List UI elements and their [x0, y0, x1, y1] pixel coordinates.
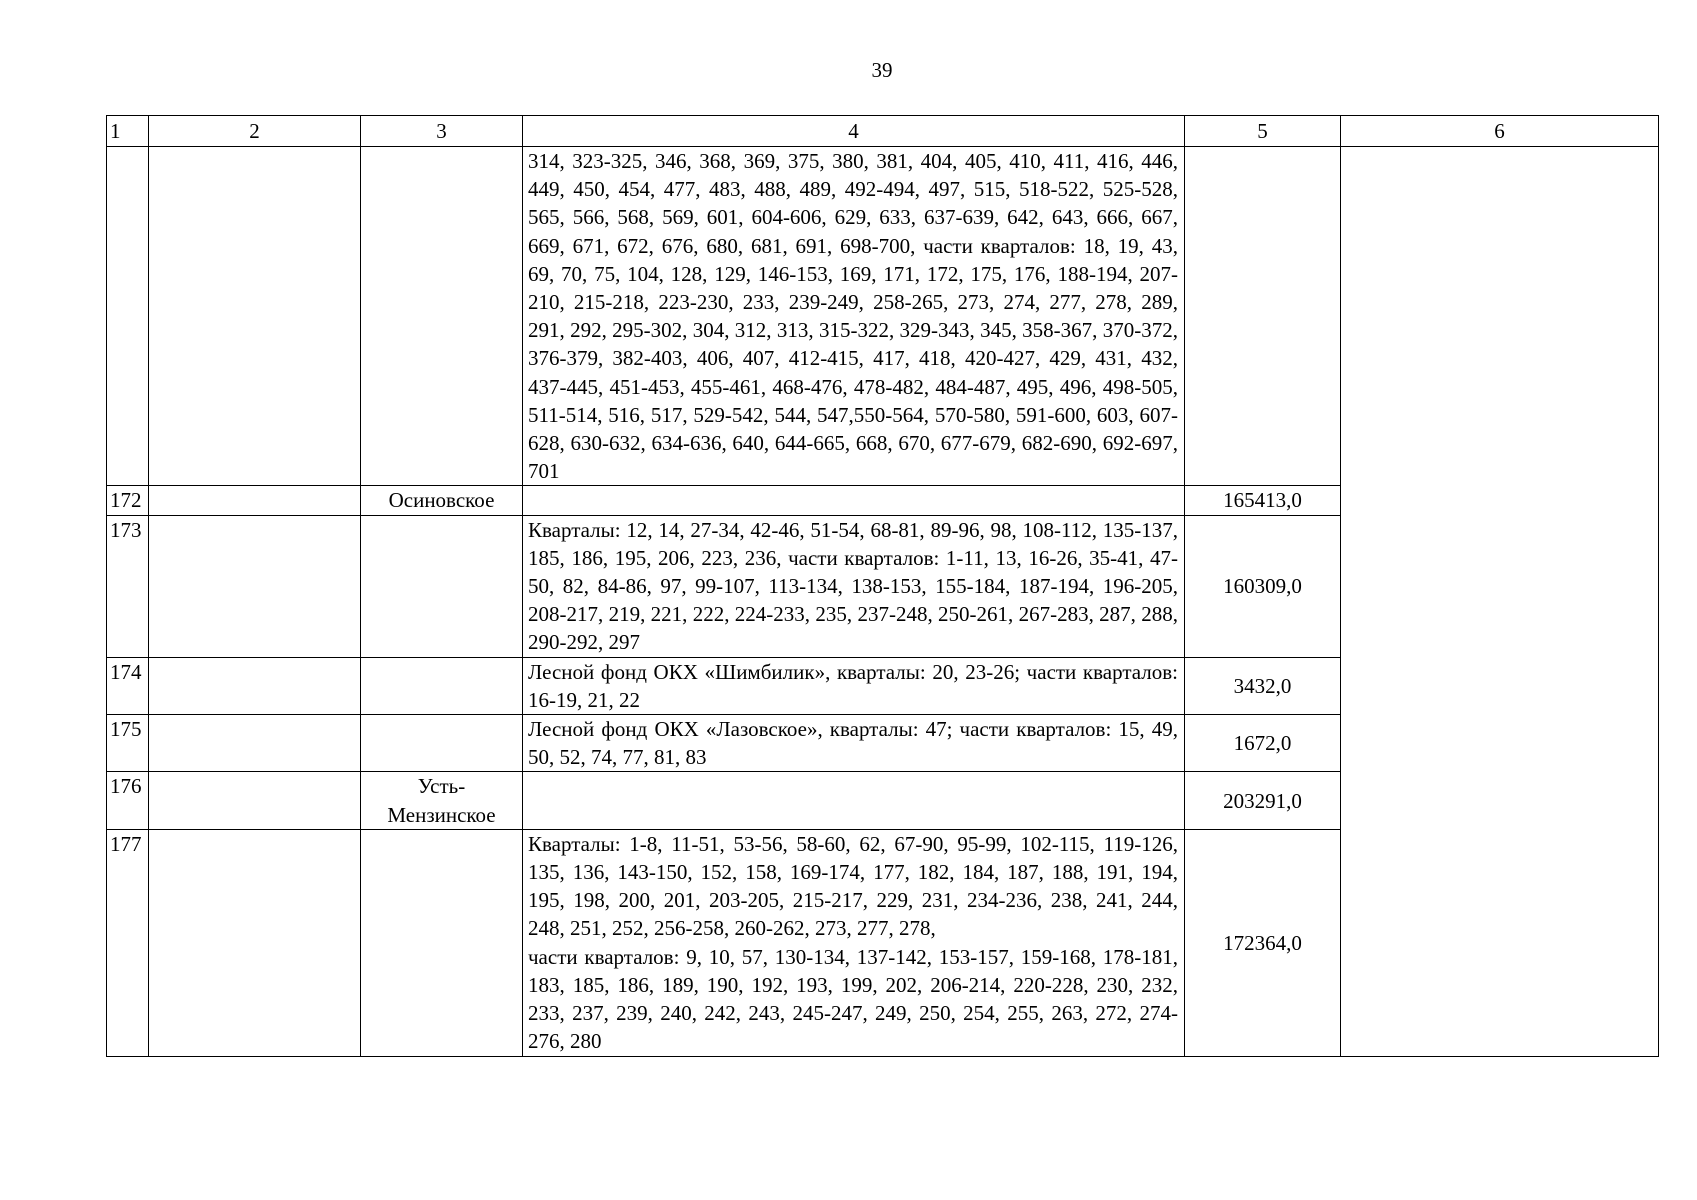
row-number: 174	[107, 657, 149, 714]
row-description	[523, 486, 1185, 515]
row-description	[523, 829, 1185, 1056]
row-number: 175	[107, 715, 149, 772]
region-name: Усть-Мензинское	[387, 774, 496, 827]
row-col2	[149, 657, 361, 714]
row-area: 1672,0	[1185, 715, 1341, 772]
row-region	[361, 657, 523, 714]
row-area: 160309,0	[1185, 515, 1341, 657]
row-number: 176	[107, 772, 149, 829]
row-region	[361, 772, 523, 829]
row-description: 314, 323-325, 346, 368, 369, 375, 380, 381, 404, 405, 410, 411, 416, 446, 449, 450, 454, 477, 483, 488, 489, 492-494, 497, 515, 518-522, 525-528, 565, 566, 568, 569, 601, 604-606, 629, 633, 637-639, 642, 643, 666, 667, 669, 671, 672, 676, 680, 681, 691, 698-700, части кварталов: 18, 19, 43, 69, 70, 75, 104, 128, 129, 146-153, 169, 171, 172, 175, 176, 188-194, 207-210, 215-218, 223-230, 233, 239-249, 258-265, 273, 274, 277, 278, 289, 291, 292, 295-302, 304, 312, 313, 315-322, 329-343, 345, 358-367, 370-372, 376-379, 382-403, 406, 407, 412-415, 417, 418, 420-427, 429, 431, 432, 437-445, 451-453, 455-461, 468-476, 478-482, 484-487, 495, 496, 498-505, 511-514, 516, 517, 529-542, 544, 547,550-564, 570-580, 591-600, 603, 607-628, 630-632, 634-636, 640, 644-665, 668, 670, 677-679, 682-690, 692-697, 701	[523, 147, 1185, 486]
row-number: 177	[107, 829, 149, 1056]
column-header-6: 6	[1341, 116, 1659, 147]
row-area: 203291,0	[1185, 772, 1341, 829]
row-description: Лесной фонд ОКХ «Шимбилик», кварталы: 20, 23-26; части кварталов: 16-19, 21, 22	[523, 657, 1185, 714]
row-number: 172	[107, 486, 149, 515]
row-region	[361, 147, 523, 486]
row-area: 165413,0	[1185, 486, 1341, 515]
row-region	[361, 715, 523, 772]
row-col2	[149, 147, 361, 486]
row-region	[361, 515, 523, 657]
row-area	[1185, 147, 1341, 486]
column-number-row	[107, 116, 1659, 147]
column-header-5: 5	[1185, 116, 1341, 147]
column-header-1: 1	[107, 116, 149, 147]
description-part: Кварталы: 1-8, 11-51, 53-56, 58-60, 62, 67-90, 95-99, 102-115, 119-126, 135, 136, 143-150, 152, 158, 169-174, 177, 182, 184, 187, 188, 191, 194, 195, 198, 200, 201, 203-205, 215-217, 229, 231, 234-236, 238, 241, 244, 248, 251, 252, 256-258, 260-262, 273, 277, 278,	[528, 831, 1178, 941]
row-number: 173	[107, 515, 149, 657]
row-col2	[149, 486, 361, 515]
description-continuation: части кварталов: 9, 10, 57, 130-134, 137-142, 153-157, 159-168, 178-181, 183, 185, 186, 189, 190, 192, 193, 199, 202, 206-214, 220-228, 230, 232, 233, 237, 239, 240, 242, 243, 245-247, 249, 250, 254, 255, 263, 272, 274-276, 280	[528, 944, 1178, 1054]
row-col6	[1341, 147, 1659, 1057]
row-region	[361, 829, 523, 1056]
row-description	[523, 772, 1185, 829]
row-area: 3432,0	[1185, 657, 1341, 714]
column-header-4: 4	[523, 116, 1185, 147]
column-header-2: 2	[149, 116, 361, 147]
forest-fund-table	[106, 115, 1659, 1057]
region-name: Осиновское	[388, 488, 495, 513]
row-description: Лесной фонд ОКХ «Лазовское», кварталы: 47; части кварталов: 15, 49, 50, 52, 74, 77, 81, 83	[523, 715, 1185, 772]
row-col2	[149, 515, 361, 657]
table-row	[107, 147, 1659, 486]
row-area: 172364,0	[1185, 829, 1341, 1056]
row-col2	[149, 829, 361, 1056]
column-header-3: 3	[361, 116, 523, 147]
row-region	[361, 486, 523, 515]
row-description: Кварталы: 12, 14, 27-34, 42-46, 51-54, 68-81, 89-96, 98, 108-112, 135-137, 185, 186, 195, 206, 223, 236, части кварталов: 1-11, 13, 16-26, 35-41, 47-50, 82, 84-86, 97, 99-107, 113-134, 138-153, 155-184, 187-194, 196-205, 208-217, 219, 221, 222, 224-233, 235, 237-248, 250-261, 267-283, 287, 288, 290-292, 297	[523, 515, 1185, 657]
page-number: 39	[871, 58, 893, 82]
row-number	[107, 147, 149, 486]
row-col2	[149, 715, 361, 772]
row-col2	[149, 772, 361, 829]
